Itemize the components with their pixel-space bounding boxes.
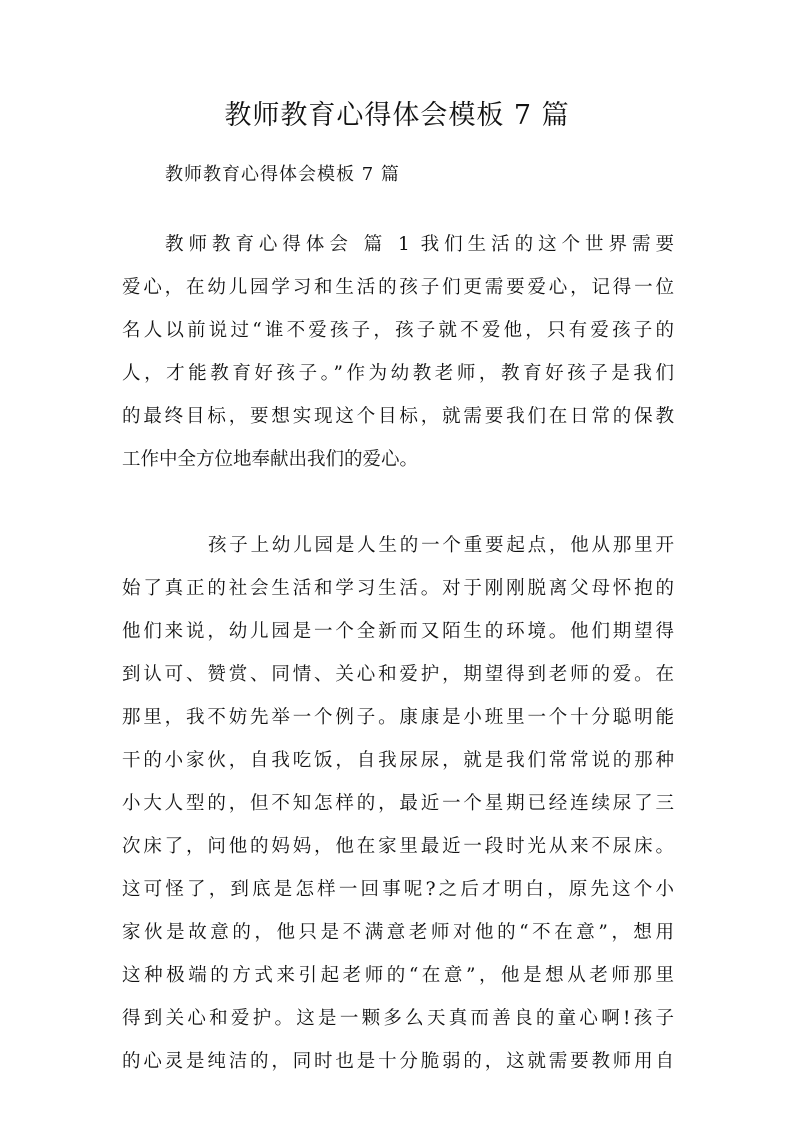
paragraph-2-line-9: 这可怪了，到底是怎样一回事呢?之后才明白，原先这个小: [122, 879, 674, 900]
paragraph-2-line-7: 小大人型的，但不知怎样的，最近一个星期已经连续尿了三: [122, 793, 674, 814]
document-subtitle: 教师教育心得体会模板 7 篇: [165, 164, 400, 185]
paragraph-1-line-4: 人，才能教育好孩子。”作为幼教老师，教育好孩子是我们: [122, 363, 674, 384]
paragraph-1-line-5: 的最终目标，要想实现这个目标，就需要我们在日常的保教: [122, 406, 674, 427]
paragraph-2-line-11: 这种极端的方式来引起老师的“在意”，他是想从老师那里: [122, 965, 674, 986]
paragraph-2-line-3: 他们来说，幼儿园是一个全新而又陌生的环境。他们期望得: [122, 621, 674, 642]
paragraph-2-line-10: 家伙是故意的，他只是不满意老师对他的“不在意”，想用: [122, 922, 674, 943]
paragraph-2-line-12: 得到关心和爱护。这是一颗多么天真而善良的童心啊!孩子: [122, 1008, 674, 1029]
paragraph-2-line-4: 到认可、赞赏、同情、关心和爱护，期望得到老师的爱。在: [122, 664, 674, 685]
paragraph-1-line-3: 名人以前说过“谁不爱孩子，孩子就不爱他，只有爱孩子的: [122, 320, 674, 341]
paragraph-2-line-1: 孩子上幼儿园是人生的一个重要起点，他从那里开: [208, 535, 674, 556]
paragraph-1-line-6: 工作中全方位地奉献出我们的爱心。: [122, 449, 419, 470]
paragraph-1-line-2: 爱心，在幼儿园学习和生活的孩子们更需要爱心，记得一位: [122, 277, 674, 298]
paragraph-2-line-13: 的心灵是纯洁的，同时也是十分脆弱的，这就需要教师用自: [122, 1051, 674, 1072]
paragraph-1-line-1: 教师教育心得体会 篇 1 我们生活的这个世界需要: [165, 234, 674, 255]
paragraph-2-line-5: 那里，我不妨先举一个例子。康康是小班里一个十分聪明能: [122, 707, 674, 728]
paragraph-2-line-2: 始了真正的社会生活和学习生活。对于刚刚脱离父母怀抱的: [122, 578, 674, 599]
paragraph-2-line-8: 次床了，问他的妈妈，他在家里最近一段时光从来不尿床。: [122, 836, 674, 857]
paragraph-2-line-6: 干的小家伙，自我吃饭，自我尿尿，就是我们常常说的那种: [122, 750, 674, 771]
document-title: 教师教育心得体会模板 7 篇: [224, 100, 570, 131]
